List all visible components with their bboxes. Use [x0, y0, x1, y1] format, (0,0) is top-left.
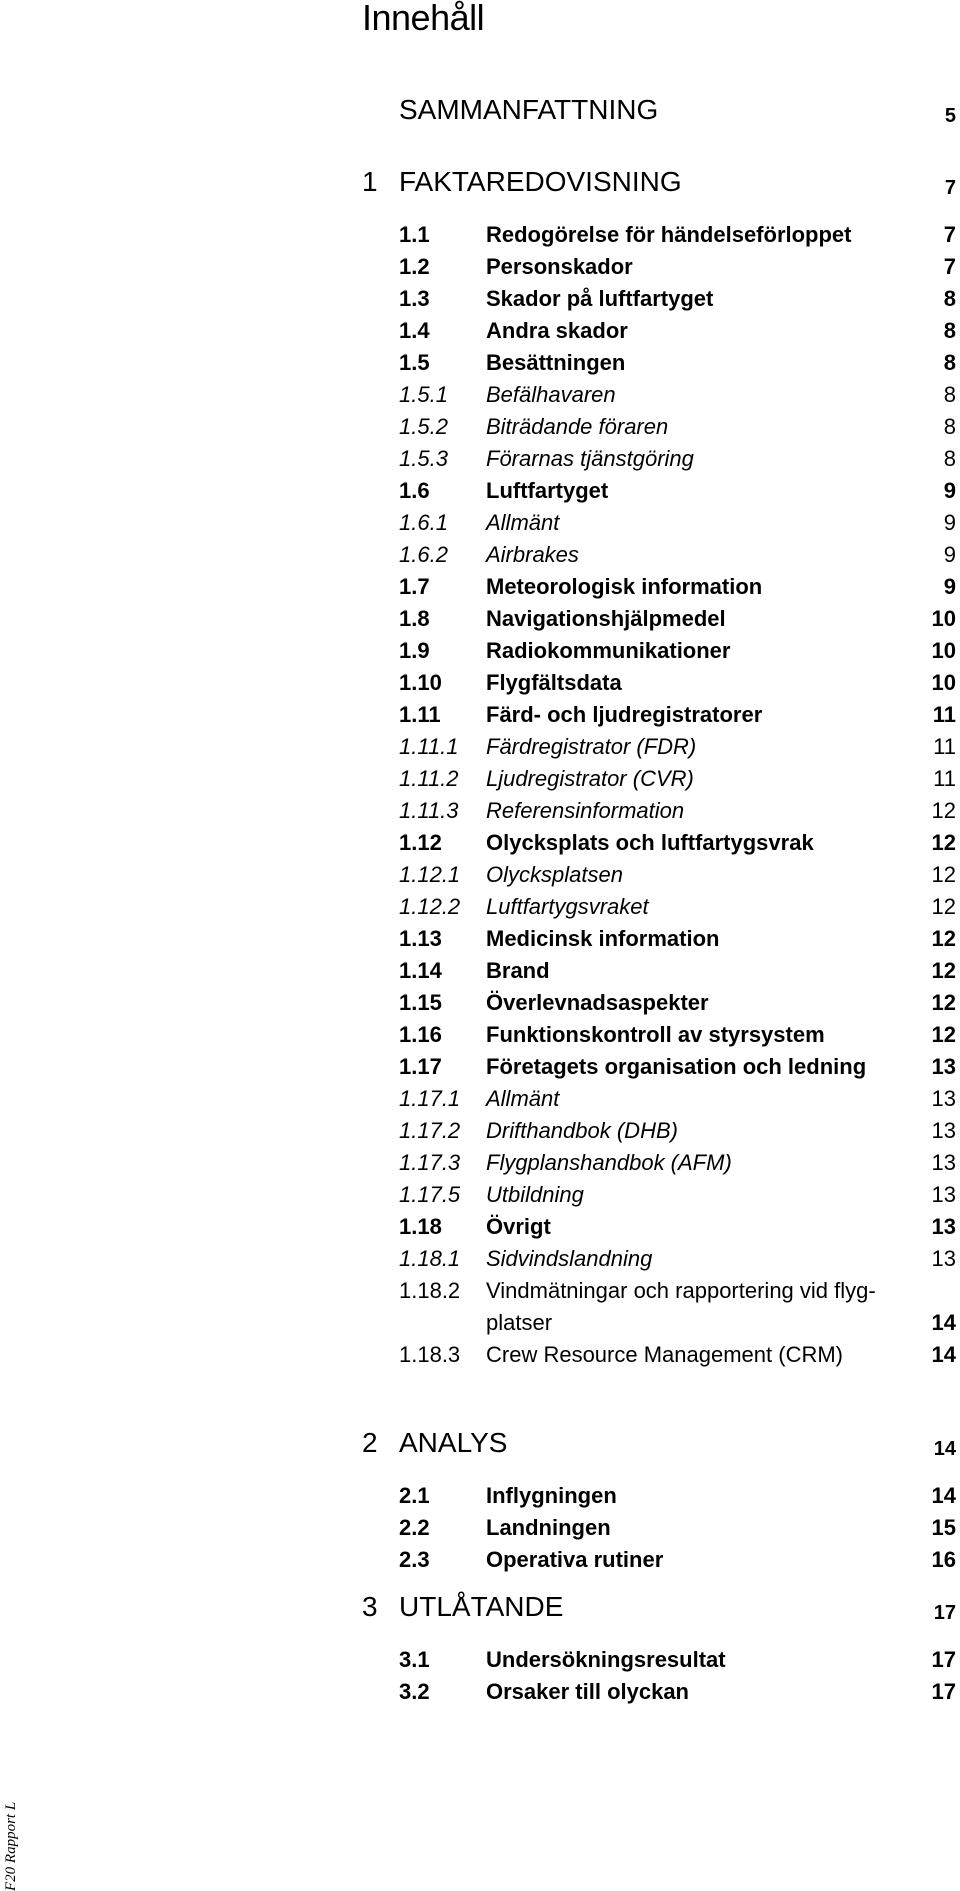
toc-number: 2.3 — [399, 1547, 430, 1572]
toc-entry — [0, 733, 960, 761]
toc-number: 1.11.3 — [399, 798, 459, 823]
toc-label: Skador på luftfartyget — [486, 286, 714, 311]
toc-label: Orsaker till olyckan — [486, 1679, 689, 1704]
toc-entry — [0, 541, 960, 569]
toc-label: Drifthandbok (DHB) — [486, 1118, 678, 1143]
toc-label: Radiokommunikationer — [486, 638, 731, 663]
toc-page-number: 12 — [931, 894, 956, 919]
toc-page-number: 13 — [931, 1246, 956, 1271]
toc-entry — [0, 1181, 960, 1209]
page-title: Innehåll — [362, 0, 485, 38]
toc-page-number: 13 — [931, 1182, 956, 1207]
toc-label: Operativa rutiner — [486, 1547, 664, 1572]
toc-entry — [0, 925, 960, 953]
toc-entry — [0, 1482, 960, 1510]
side-label: F20 Rapport L — [3, 1801, 19, 1891]
toc-page-number: 7 — [944, 177, 956, 199]
toc-page-number: 12 — [931, 862, 956, 887]
toc-page-number: 12 — [931, 990, 956, 1015]
toc-page-number: 10 — [931, 606, 956, 631]
toc-entry — [0, 1309, 960, 1337]
toc-page-number: 9 — [943, 510, 956, 535]
toc-label: Befälhavaren — [486, 382, 616, 407]
toc-page-number: 7 — [943, 254, 956, 279]
toc-label: Redogörelse för händelseförloppet — [486, 222, 852, 247]
toc-number: 1.17.1 — [399, 1086, 461, 1111]
toc-page-number: 12 — [931, 1022, 956, 1047]
toc-number: 1.12.1 — [399, 862, 461, 887]
toc-label: Medicinsk information — [486, 926, 720, 951]
toc-number: 1.18.2 — [399, 1278, 461, 1303]
toc-page-number: 11 — [933, 734, 956, 759]
toc-label: Navigationshjälpmedel — [486, 606, 726, 631]
toc-number: 1.5.1 — [399, 382, 448, 407]
toc-label: Vindmätningar och rapportering vid flyg- — [486, 1278, 876, 1303]
toc-label: Överlevnadsaspekter — [486, 990, 709, 1015]
toc-label: Crew Resource Management (CRM) — [486, 1342, 843, 1367]
toc-entry — [0, 1678, 960, 1706]
toc-section — [0, 1591, 960, 1623]
toc-label: FAKTAREDOVISNING — [399, 166, 682, 197]
toc-number: 1.4 — [399, 318, 430, 343]
toc-label: Biträdande föraren — [486, 414, 669, 439]
toc-number: 1.18 — [399, 1214, 442, 1239]
toc-entry — [0, 1021, 960, 1049]
toc-label: Personskador — [486, 254, 633, 279]
toc-number: 1.5.3 — [399, 446, 448, 471]
toc-label: Meteorologisk information — [486, 574, 763, 599]
toc-page-number: 10 — [931, 638, 956, 663]
toc-page-number: 17 — [931, 1647, 956, 1672]
toc-page-number: 15 — [931, 1515, 956, 1540]
toc-entry — [0, 1245, 960, 1273]
toc-label: Företagets organisation och ledning — [486, 1054, 867, 1079]
toc-page-number: 11 — [933, 766, 956, 791]
toc-label: Flygfältsdata — [486, 670, 622, 695]
toc-number: 1.13 — [399, 926, 442, 951]
toc-page-number: 13 — [931, 1086, 956, 1111]
toc-label: Luftfartygsvraket — [486, 894, 649, 919]
toc-number: 1.7 — [399, 574, 430, 599]
toc-entry — [0, 253, 960, 281]
toc-number: 1.12.2 — [399, 894, 461, 919]
toc-label: Ljudregistrator (CVR) — [486, 766, 694, 791]
toc-entry — [0, 605, 960, 633]
toc-page-number: 9 — [943, 574, 956, 599]
toc-label: Sidvindslandning — [486, 1246, 653, 1271]
toc-label: Olycksplatsen — [486, 862, 623, 887]
toc-entry — [0, 573, 960, 601]
toc-entry — [0, 829, 960, 857]
toc-number: 2.2 — [399, 1515, 430, 1540]
toc-label: Referensinformation — [486, 798, 685, 823]
toc-page-number: 14 — [931, 1342, 956, 1367]
toc-page-number: 5 — [944, 105, 956, 127]
toc-number: 1.17.3 — [399, 1150, 461, 1175]
toc-entry — [0, 445, 960, 473]
toc-page-number: 12 — [931, 926, 956, 951]
toc-entry — [0, 381, 960, 409]
toc-entry — [0, 1341, 960, 1369]
toc-label: Olycksplats och luftfartygsvrak — [486, 830, 814, 855]
toc-page-number: 14 — [931, 1310, 956, 1335]
toc-number: 1.14 — [399, 958, 442, 983]
toc-number: 1.17 — [399, 1054, 442, 1079]
toc-page-number: 9 — [943, 542, 956, 567]
toc-page-number: 12 — [931, 798, 956, 823]
toc-number: 1.17.2 — [399, 1118, 461, 1143]
toc-page-number: 8 — [943, 382, 956, 407]
toc-label: Funktionskontroll av styrsystem — [486, 1022, 825, 1047]
toc-number: 1.6.1 — [399, 510, 448, 535]
toc-label: Förarnas tjänstgöring — [486, 446, 694, 471]
toc-page-number: 14 — [933, 1438, 956, 1460]
toc-number: 3 — [362, 1591, 378, 1622]
toc-label: Besättningen — [486, 350, 626, 375]
toc-number: 1.9 — [399, 638, 430, 663]
toc-page-number: 8 — [943, 414, 956, 439]
toc-label: Andra skador — [486, 318, 628, 343]
toc-entry — [0, 285, 960, 313]
toc-entry — [0, 1546, 960, 1574]
toc-number: 1.3 — [399, 286, 430, 311]
toc-label: platser — [486, 1310, 553, 1335]
toc-label: Allmänt — [486, 510, 560, 535]
toc-page-number: 8 — [943, 350, 956, 375]
toc-number: 1.5 — [399, 350, 430, 375]
toc-entry — [0, 637, 960, 665]
toc-section — [0, 166, 960, 198]
toc-label: Airbrakes — [486, 542, 579, 567]
toc-page-number: 12 — [931, 958, 956, 983]
toc-number: 1.15 — [399, 990, 442, 1015]
toc-page-number: 17 — [931, 1679, 956, 1704]
toc-number: 1.11.1 — [399, 734, 459, 759]
toc-label: Flygplanshandbok (AFM) — [486, 1150, 732, 1175]
toc-entry — [0, 893, 960, 921]
toc-section — [0, 1427, 960, 1459]
toc-entry — [0, 349, 960, 377]
toc-number: 1.6 — [399, 478, 430, 503]
toc-number: 1 — [362, 166, 378, 197]
toc-label: Allmänt — [486, 1086, 560, 1111]
toc-label: Inflygningen — [486, 1483, 617, 1508]
toc-label: Brand — [486, 958, 550, 983]
toc-label: Övrigt — [486, 1214, 551, 1239]
toc-section — [0, 94, 960, 126]
toc-label: Luftfartyget — [486, 478, 609, 503]
toc-entry — [0, 1149, 960, 1177]
toc-number: 1.6.2 — [399, 542, 448, 567]
toc-entry — [0, 957, 960, 985]
toc-number: 1.18.1 — [399, 1246, 461, 1271]
toc-number: 1.12 — [399, 830, 442, 855]
toc-number: 3.2 — [399, 1679, 430, 1704]
toc-number: 1.1 — [399, 222, 430, 247]
toc-number: 1.2 — [399, 254, 430, 279]
toc-label: SAMMANFATTNING — [399, 94, 659, 125]
toc-page-number: 9 — [943, 478, 956, 503]
toc-number: 1.18.3 — [399, 1342, 461, 1367]
toc-entry — [0, 765, 960, 793]
toc-number: 1.17.5 — [399, 1182, 461, 1207]
toc-page-number: 12 — [931, 830, 956, 855]
toc-entry — [0, 989, 960, 1017]
toc-entry — [0, 1085, 960, 1113]
toc-page-number: 13 — [931, 1118, 956, 1143]
toc-number: 1.10 — [399, 670, 442, 695]
toc-number: 3.1 — [399, 1647, 430, 1672]
toc-entry — [0, 477, 960, 505]
toc-page-number: 8 — [943, 318, 956, 343]
toc-entry — [0, 669, 960, 697]
toc-label: Undersökningsresultat — [486, 1647, 726, 1672]
toc-page-number: 10 — [931, 670, 956, 695]
toc-entry — [0, 1646, 960, 1674]
toc-page-number: 8 — [943, 286, 956, 311]
toc-entry — [0, 1514, 960, 1542]
toc-number: 1.5.2 — [399, 414, 448, 439]
toc-number: 1.11.2 — [399, 766, 459, 791]
toc-label: Utbildning — [486, 1182, 584, 1207]
toc-page-number: 13 — [931, 1150, 956, 1175]
toc-page-number: 8 — [943, 446, 956, 471]
toc-page-number: 13 — [931, 1054, 956, 1079]
toc-entry — [0, 221, 960, 249]
toc-page-number: 17 — [933, 1602, 956, 1624]
toc-page-number: 7 — [943, 222, 956, 247]
toc-entry — [0, 509, 960, 537]
toc-label: ANALYS — [399, 1427, 508, 1458]
toc-entry — [0, 1277, 960, 1305]
toc-entry — [0, 317, 960, 345]
toc-number: 2.1 — [399, 1483, 430, 1508]
toc-entry — [0, 1053, 960, 1081]
toc-page-number: 13 — [931, 1214, 956, 1239]
toc-number: 1.16 — [399, 1022, 442, 1047]
toc-label: Landningen — [486, 1515, 611, 1540]
toc-page-number: 14 — [931, 1483, 956, 1508]
toc-label: Färd- och ljudregistratorer — [486, 702, 763, 727]
toc-entry — [0, 861, 960, 889]
toc-page-number: 16 — [931, 1547, 956, 1572]
toc-number: 1.8 — [399, 606, 430, 631]
toc-number: 2 — [362, 1427, 378, 1458]
toc-entry — [0, 1117, 960, 1145]
toc-page-number: 11 — [932, 702, 956, 727]
toc-number: 1.11 — [399, 702, 441, 727]
toc-entry — [0, 1213, 960, 1241]
toc-entry — [0, 701, 960, 729]
toc-label: Färdregistrator (FDR) — [486, 734, 697, 759]
toc-label: UTLÅTANDE — [399, 1591, 564, 1622]
toc-entry — [0, 797, 960, 825]
toc-entry — [0, 413, 960, 441]
